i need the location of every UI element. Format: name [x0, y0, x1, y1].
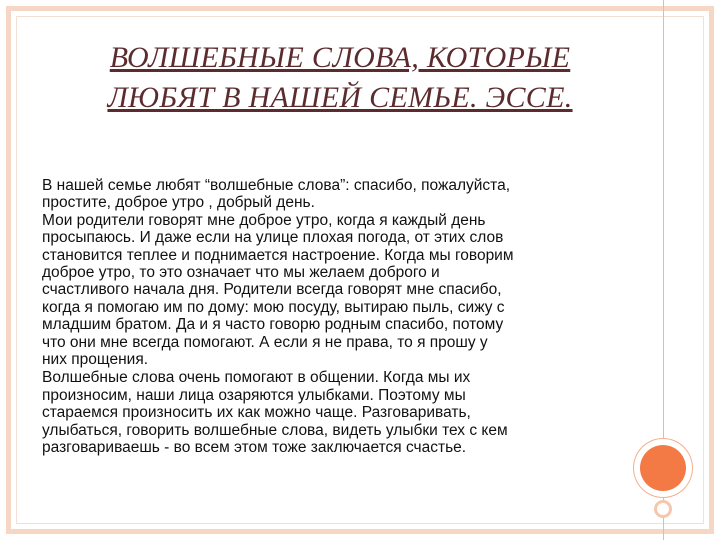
- slide-title: [40, 38, 640, 118]
- paragraph-line: произносим, наши лица озаряются улыбками. Поэтому мы: [42, 386, 466, 404]
- title-line-2: ЛЮБЯТ В НАШЕЙ СЕМЬЕ. ЭССЕ.: [107, 81, 573, 114]
- decorative-circle-small: [654, 500, 672, 518]
- title-line-1: ВОЛШЕБНЫЕ СЛОВА, КОТОРЫЕ: [109, 41, 571, 74]
- paragraph-line: простите, доброе утро , добрый день.: [42, 194, 315, 212]
- paragraph-line: счастливого начала дня. Родители всегда говорят мне спасибо,: [42, 281, 502, 299]
- paragraph-line: них прощения.: [42, 351, 149, 369]
- paragraph-line: становится теплее и поднимается настроение. Когда мы говорим: [42, 246, 514, 264]
- paragraph-line: улыбаться, говорить волшебные слова, видеть улыбки тех с кем: [42, 421, 508, 439]
- essay-paragraph-2: [42, 369, 642, 456]
- essay-body: [42, 177, 642, 457]
- paragraph-line: стараемся произносить их как можно чаще. Разговаривать,: [42, 404, 471, 422]
- paragraph-line: разговариваешь - во всем этом тоже заключается счастье.: [42, 439, 467, 457]
- paragraph-line: В нашей семье любят “волшебные слова”: спасибо, пожалуйста,: [42, 177, 511, 194]
- decorative-circle-large: [640, 445, 686, 491]
- paragraph-line: доброе утро, то это означает что мы желаем доброго и: [42, 264, 440, 282]
- paragraph-line: Мои родители говорят мне доброе утро, когда я каждый день: [42, 211, 486, 229]
- paragraph-line: просыпаюсь. И даже если на улице плохая погода, от этих слов: [42, 229, 504, 247]
- paragraph-line: младшим братом. Да и я часто говорю родным спасибо, потому: [42, 316, 504, 334]
- paragraph-line: когда я помогаю им по дому: мою посуду, вытираю пыль, сижу с: [42, 298, 505, 316]
- essay-paragraph-1: [42, 177, 642, 368]
- paragraph-line: что они мне всегда помогают. А если я не права, то я прошу у: [42, 333, 488, 351]
- paragraph-line: Волшебные слова очень помогают в общении. Когда мы их: [42, 369, 471, 387]
